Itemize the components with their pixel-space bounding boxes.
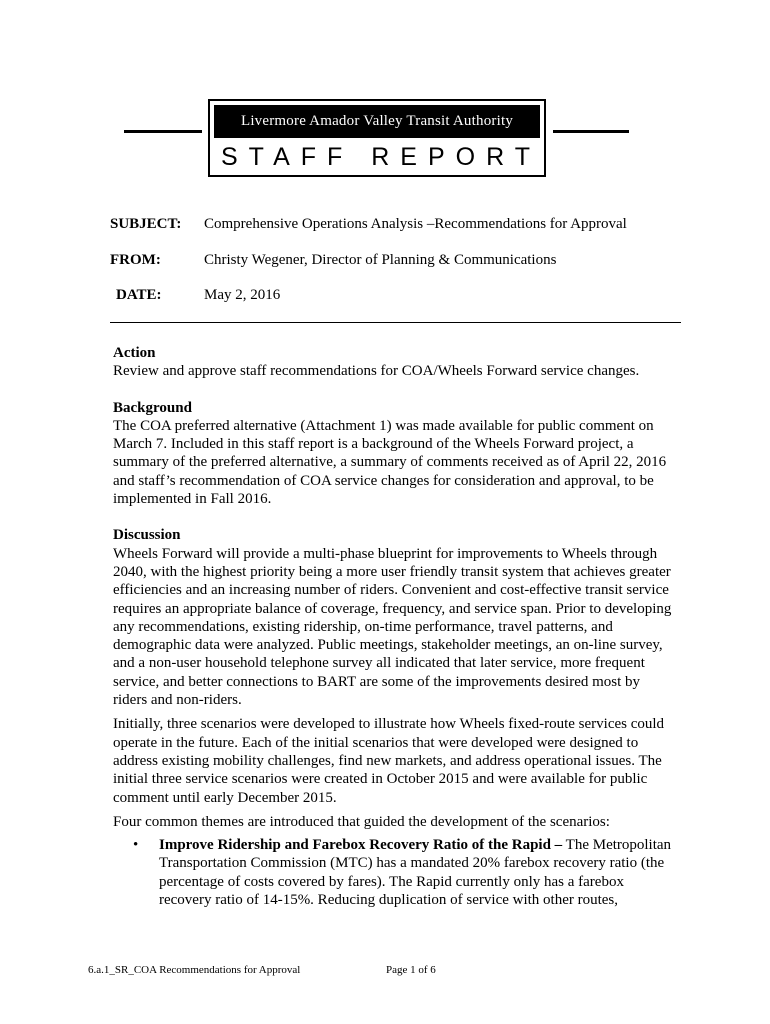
discussion-paragraph-3: Four common themes are introduced that guided the development of the scenarios: xyxy=(113,813,610,830)
agency-logo xyxy=(208,99,546,177)
header-rule-right xyxy=(553,130,629,133)
report-body xyxy=(113,344,673,909)
action-heading: Action xyxy=(113,345,156,361)
discussion-paragraph-2: Initially, three scenarios were developed to illustrate how Wheels fixed-route services could operate in the future. Each of the initial scenarios that were developed were designed to address existing mobility challenges, find new markets, and address operational issues. The initial three service scenarios were created in October 2015 and were available for public comment until early December 2015. xyxy=(113,716,665,806)
subject-value: Comprehensive Operations Analysis –Recommendations for Approval xyxy=(204,216,627,232)
bullet-icon: • xyxy=(133,837,139,854)
background-text: The COA preferred alternative (Attachment 1) was made available for public comment on March 7. Included in this staff report is a background of the Wheels Forward project, a summary of the preferred alternative, a summary of comments received as of April 22, 2016 and staff’s recommendation of COA service changes for consideration and approval, to be implemented in Fall 2016. xyxy=(113,417,667,508)
header-rule-left xyxy=(124,130,202,133)
agency-name: Livermore Amador Valley Transit Authority xyxy=(214,105,540,138)
header-divider xyxy=(110,322,681,323)
from-label: FROM: xyxy=(110,252,161,268)
discussion-paragraph-1: Wheels Forward will provide a multi-phase blueprint for improvements to Wheels through 2040, with the highest priority being a more user friendly transit system that achieves greater efficiencies and an increasing number of riders. Convenient and cost-effective transit service requires an appropriate balance of coverage, frequency, and service span. Prior to developing any recommendations, existing ridership, on-time performance, travel patterns, and demographic data were analyzed. Public meetings, stakeholder meetings, an on-line survey, and a non-user household telephone survey all indicated that later service, more frequent service, and better connections to BART are some of the improvements desired most by riders and non-riders. xyxy=(113,545,672,709)
footer-doc-id: 6.a.1_SR_COA Recommendations for Approval xyxy=(88,964,301,976)
bullet-body: The Metropolitan Transportation Commission (MTC) has a mandated 20% farebox recovery ratio (the percentage of costs covered by fares). The Rapid currently only has a farebox recovery ratio of 14-15%. Reducing duplication of service with other routes, xyxy=(159,837,672,909)
bullet-text xyxy=(159,836,673,909)
footer-page-number: Page 1 of 6 xyxy=(386,964,436,976)
subject-label: SUBJECT: xyxy=(110,216,182,232)
from-value: Christy Wegener, Director of Planning & Communications xyxy=(204,252,557,268)
bullet-item xyxy=(113,836,673,909)
date-label: DATE: xyxy=(116,287,162,303)
background-heading: Background xyxy=(113,399,192,416)
action-text: Review and approve staff recommendations for COA/Wheels Forward service changes. xyxy=(113,363,640,380)
report-title: STAFF REPORT xyxy=(221,142,541,171)
bullet-bold-lead: Improve Ridership and Farebox Recovery Ratio of the Rapid – xyxy=(159,837,563,854)
date-value: May 2, 2016 xyxy=(204,287,281,303)
discussion-heading: Discussion xyxy=(113,527,181,544)
